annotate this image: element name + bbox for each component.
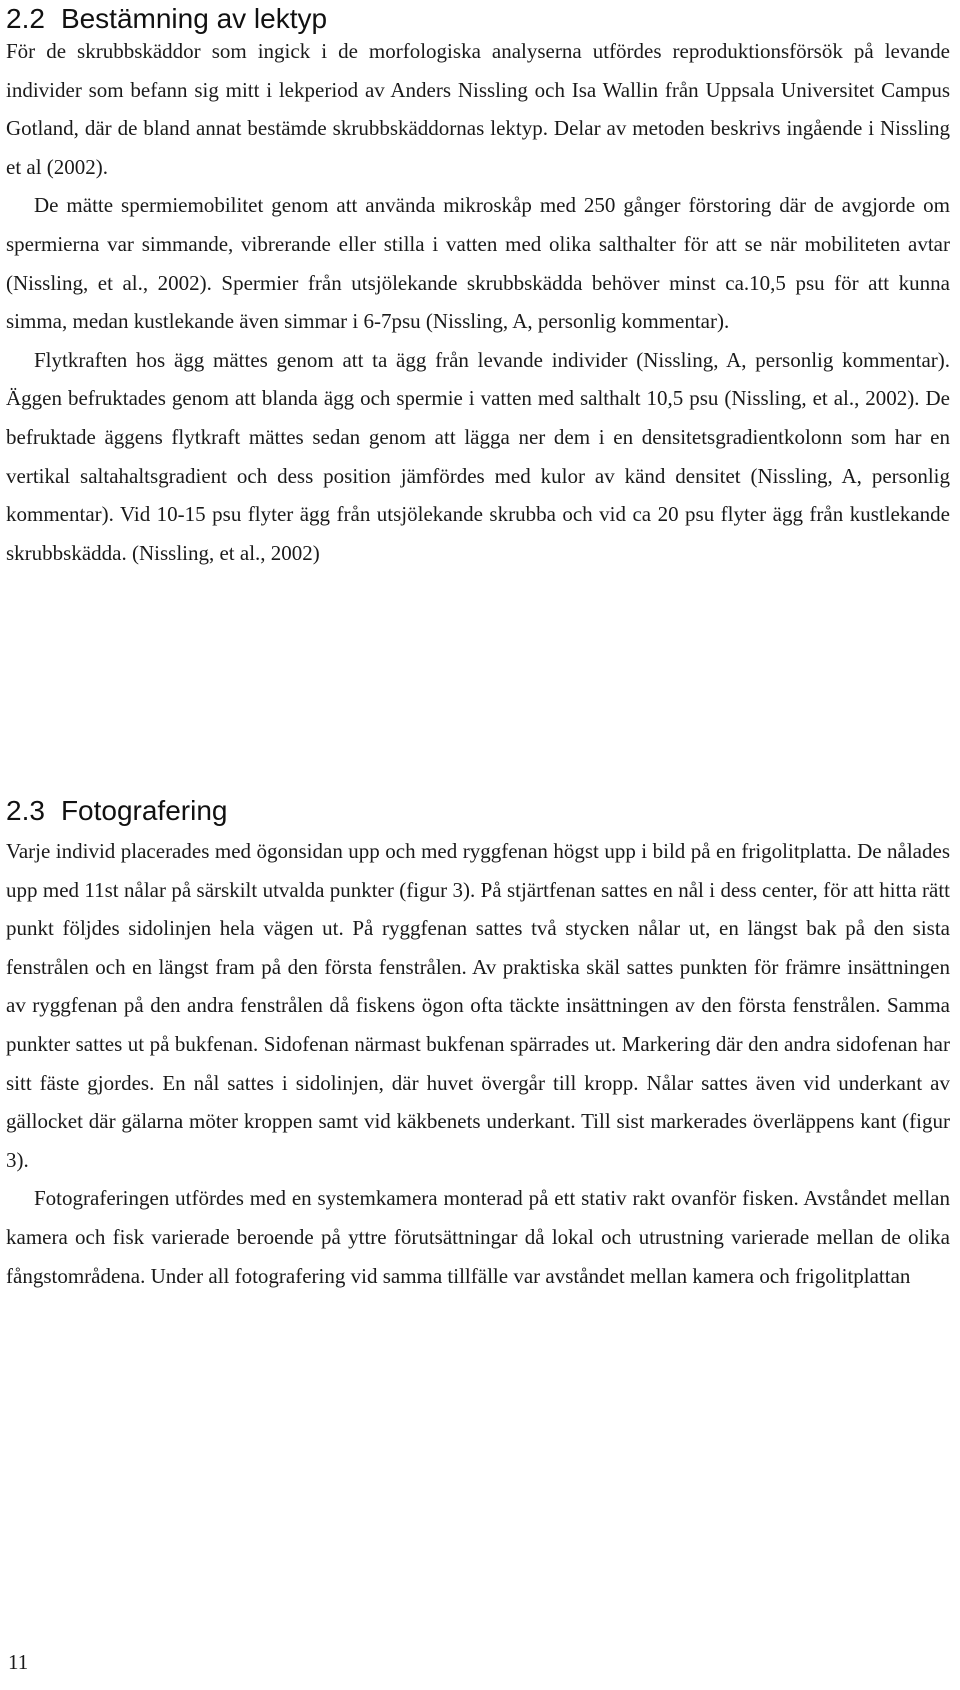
section-title: Fotografering [60, 795, 228, 826]
section-number: 2.3 [6, 795, 45, 826]
paragraph: Varje individ placerades med ögonsidan upp och med ryggfenan högst upp i bild på en frigolitplatta. De nålades upp med 11st nålar på särskilt utvalda punkter (figur 3). På stjärtfenan sattes en nål i dess center, för att hitta rätt punkt följdes sidolinjen hela vägen ut. På ryggfenan sattes två stycken nålar ut, en längst bak på den sista fenstrålen och en längst fram på den första fenstrålen. Av praktiska skäl sattes punkten för främre insättningen av ryggfenan på den andra fenstrålen då fiskens ögon ofta täckte insättningen av den första fenstrålen. Samma punkter sattes ut på bukfenan. Sidofenan närmast bukfenan spärrades ut. Markering där den andra sidofenan har sitt fäste gjordes. En nål sattes i sidolinjen, där huvet övergår till kropp. Nålar sattes även vid underkant av gällocket där gälarna möter kroppen samt vid käkbenets underkant. Till sist markerades överläppens kant (figur 3). [6, 839, 950, 1172]
section-number: 2.2 [6, 3, 45, 34]
page-number: 11 [8, 1650, 29, 1674]
section-heading-fotografering [6, 794, 227, 828]
section-body-fotografering [6, 832, 950, 1295]
paragraph: Fotograferingen utfördes med en systemkamera monterad på ett stativ rakt ovanför fisken. Avståndet mellan kamera och fisk varierade beroende på yttre förutsättningar då lokal och utrustning varierade mellan de olika fångstområdena. Under all fotografering vid samma tillfälle var avståndet mellan kamera och frigolitplattan [6, 1186, 950, 1288]
section-heading-bestamning [6, 2, 327, 36]
section-title: Bestämning av lektyp [60, 3, 328, 34]
paragraph: De mätte spermiemobilitet genom att använda mikroskåp med 250 gånger förstoring där de avgjorde om spermierna var simmande, vibrerande eller stilla i vatten med olika salthalter för att se när mobiliteten avtar (Nissling, et al., 2002). Spermier från utsjölekande skrubbskädda behöver minst ca.10,5 psu för att kunna simma, medan kustlekande även simmar i 6-7psu (Nissling, A, personlig kommentar). [6, 193, 950, 334]
paragraph: Flytkraften hos ägg mättes genom att ta ägg från levande individer (Nissling, A, personlig kommentar). Äggen befruktades genom att blanda ägg och spermie i vatten med salthalt 10,5 psu (Nissling, et al., 2002). De befruktade äggens flytkraft mättes sedan genom att lägga ner dem i en densitetsgradientkolonn som har en vertikal saltahaltsgradient och dess position jämfördes med kulor av känd densitet (Nissling, A, personlig kommentar). Vid 10-15 psu flyter ägg från utsjölekande skrubba och vid ca 20 psu flyter ägg från kustlekande skrubbskädda. (Nissling, et al., 2002) [6, 347, 950, 565]
paragraph: För de skrubbskäddor som ingick i de morfologiska analyserna utfördes reproduktionsförsök på levande individer som befann sig mitt i lekperiod av Anders Nissling och Isa Wallin från Uppsala Universitet Campus Gotland, där de bland annat bestämde skrubbskäddornas lektyp. Delar av metoden beskrivs ingående i Nissling et al (2002). [6, 39, 950, 179]
section-body-bestamning [6, 32, 950, 572]
